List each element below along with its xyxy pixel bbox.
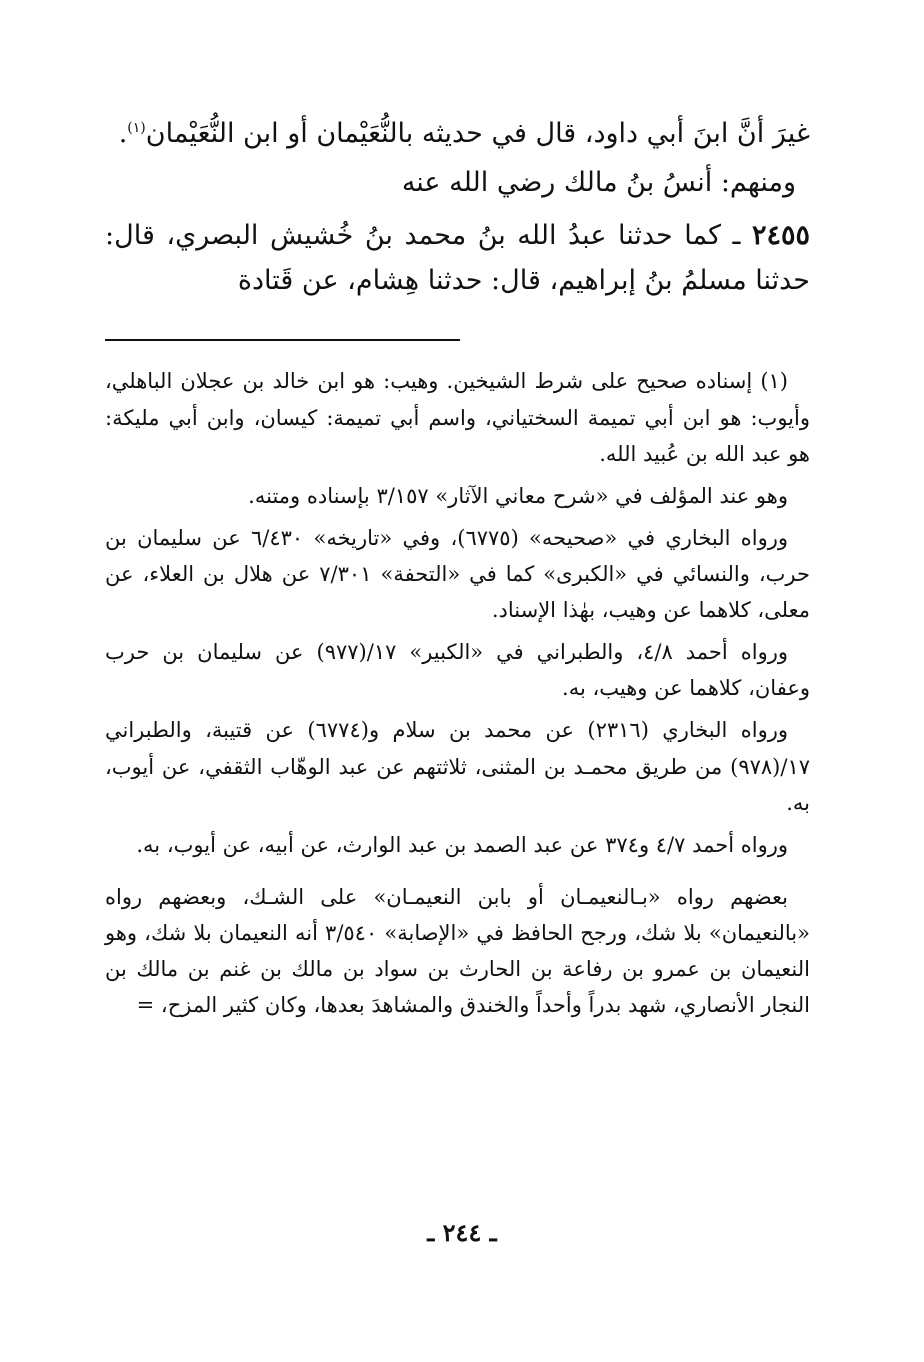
footnote-paragraph: وهو عند المؤلف في «شرح معاني الآثار» ٣/١٥٧ بإسناده ومتنه. [248, 483, 788, 508]
footnote-reference: (١) [127, 120, 146, 136]
footnote-paragraph: ورواه أحمد ٤/٧ و٣٧٤ عن عبد الصمد بن عبد الوارث، عن أبيه، عن أيوب، به. [136, 832, 788, 857]
companion-heading: ومنهم: أنسُ بنُ مالك رضي الله عنه [401, 167, 796, 199]
hadith-text: ـ كما حدثنا عبدُ الله بنُ محمد بنُ خُشيش البصري، قال: حدثنا مسلمُ بنُ إبراهيم، قال: حدثنا هِشام، عن قَتادة [105, 220, 810, 296]
page-number: ـ ٢٤٤ ـ [427, 1218, 497, 1247]
hadith-number: ٢٤٥٥ [751, 220, 810, 252]
footnote-paragraph: بعضهم رواه «بـالنعيمـان أو بابن النعيمـان» على الشـك، وبعضهم رواه «بالنعيمان» بلا شك، ورجح الحافظ في «الإصابة» ٣/٥٤٠ أنه النعيمان بلا شك، وهو النعيمان بن عمرو بن رفاعة بن الحارث بن سواد بن مالك بن غنم بن مالك بن النجار الأنصاري، شهد بدراً وأحداً والخندق والمشاهدَ بعدها، وكان كثير المزح، = [105, 884, 810, 1018]
footnotes [105, 363, 810, 1023]
footnote-paragraph: ورواه أحمد ٤/٨، والطبراني في «الكبير» ١٧/(٩٧٧) عن سليمان بن حرب وعفان، كلاهما عن وهيب، به. [105, 640, 810, 701]
main-continuation-paragraph: غيرَ أنَّ ابنَ أبي داود، قال في حديثه بالنُّعَيْمان أو ابن النُّعَيْمان$^{(١)}$. [118, 118, 810, 149]
page-body [105, 112, 810, 1029]
main-continuation-text: غيرَ أنَّ ابنَ أبي داود، قال في حديثه بالنُّعَيْمان أو ابن النُّعَيْمان [145, 118, 810, 149]
footnote-paragraph: ورواه البخاري (٢٣١٦) عن محمد بن سلام و(٦٧٧٤) عن قتيبة، والطبراني ١٧/(٩٧٨) من طريق محمـد بن المثنى، ثلاثتهم عن عبد الوهّاب الثقفي، عن أيوب، به. [105, 718, 810, 815]
footnote-paragraph: ورواه البخاري في «صحيحه» (٦٧٧٥)، وفي «تاريخه» ٦/٤٣٠ عن سليمان بن حرب، والنسائي في «الكبرى» كما في «التحفة» ٧/٣٠١ عن هلال بن العلاء، عن معلى، كلاهما عن وهيب، بهٰذا الإسناد. [105, 525, 810, 623]
footnote-separator [105, 339, 460, 341]
hadith-paragraph [105, 214, 810, 303]
footnote-paragraph: (١) إسناده صحيح على شرط الشيخين. وهيب: هو ابن خالد بن عجلان الباهلي، وأيوب: هو ابن أبي تميمة السختياني، واسم أبي تميمة: كيسان، وابن أبي مليكة: هو عبد الله بن عُبيد الله. [105, 369, 810, 466]
main-text [105, 112, 810, 303]
